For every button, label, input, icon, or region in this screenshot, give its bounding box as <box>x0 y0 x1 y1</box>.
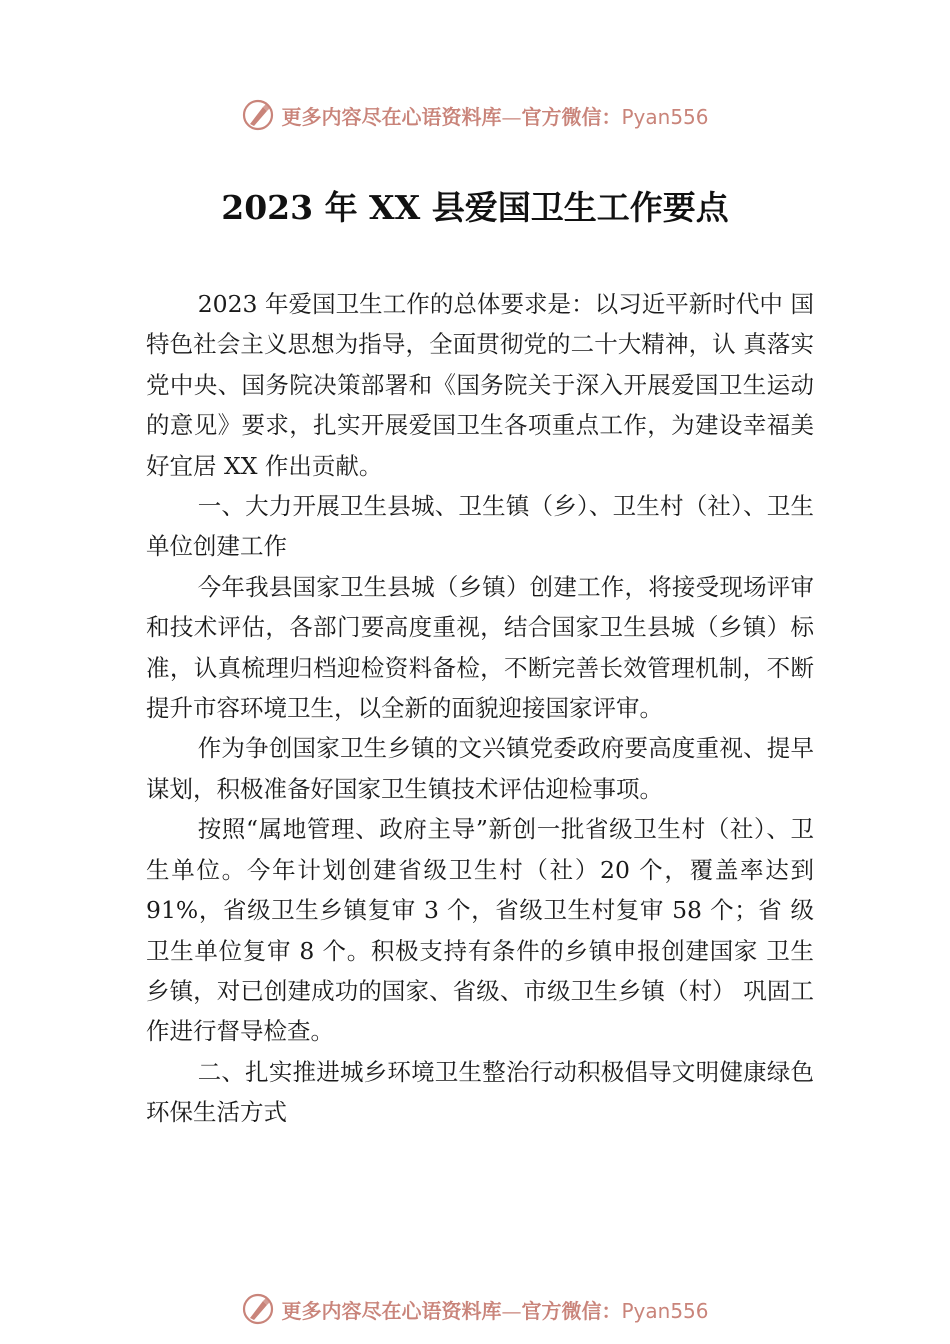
section-heading-1: 一、大力开展卫生县城、卫生镇（乡）、卫生村（社）、卫生单位创建工作 <box>146 492 814 561</box>
watermark-text <box>281 101 708 130</box>
pen-nib-logo-icon <box>241 98 275 132</box>
watermark-wechat-label: 官方微信： <box>521 104 622 129</box>
watermark-wechat-label: 官方微信： <box>521 1298 622 1323</box>
watermark-text <box>281 1295 708 1324</box>
paragraph: 按照“属地管理、政府主导”新创一批省级卫生村（社）、卫生单位。今年计划创建省级卫生村（社）20 个，覆盖率达到 91%，省级卫生乡镇复审 3 个，省级卫生村复审 58 个；省 级卫生单位复审 8 个。积极支持有条件的乡镇申报创建国家 卫生乡镇，对已创建成功的国家、省级、市级卫生乡镇（村） 巩固工作进行督导检查。 <box>146 815 814 1046</box>
document-body <box>146 284 814 1133</box>
watermark-separator: — <box>501 1298 522 1323</box>
watermark-separator: — <box>501 104 522 129</box>
watermark-slogan: 更多内容尽在心语资料库 <box>281 104 502 129</box>
paragraph: 今年我县国家卫生县城（乡镇）创建工作，将接受现场评审和技术评估，各部门要高度重视，结合国家卫生县城（乡镇）标准，认真梳理归档迎检资料备检，不断完善长效管理机制，不断提升市容环境卫生，以全新的面貌迎接国家评审。 <box>146 572 814 723</box>
pen-nib-logo-icon <box>241 1292 275 1326</box>
section-heading-2: 二、扎实推进城乡环境卫生整治行动积极倡导文明健康绿色环保生活方式 <box>146 1057 814 1127</box>
watermark-slogan: 更多内容尽在心语资料库 <box>281 1298 502 1323</box>
watermark-wechat-id: Pyan556 <box>621 1298 709 1323</box>
header-watermark <box>0 95 950 135</box>
paragraph-intro: 2023 年爱国卫生工作的总体要求是：以习近平新时代中 国特色社会主义思想为指导，全面贯彻党的二十大精神，认 真落实党中央、国务院决策部署和《国务院关于深入开展爱国卫生运动的意见》要求，扎实开展爱国卫生各项重点工作，为建设幸福美好宜居 XX 作出贡献。 <box>146 290 814 480</box>
footer-watermark <box>0 1289 950 1329</box>
document-title: 2023 年 XX 县爱国卫生工作要点 <box>221 188 729 227</box>
watermark-wechat-id: Pyan556 <box>621 104 709 129</box>
paragraph: 作为争创国家卫生乡镇的文兴镇党委政府要高度重视、提早谋划，积极准备好国家卫生镇技术评估迎检事项。 <box>146 734 814 803</box>
